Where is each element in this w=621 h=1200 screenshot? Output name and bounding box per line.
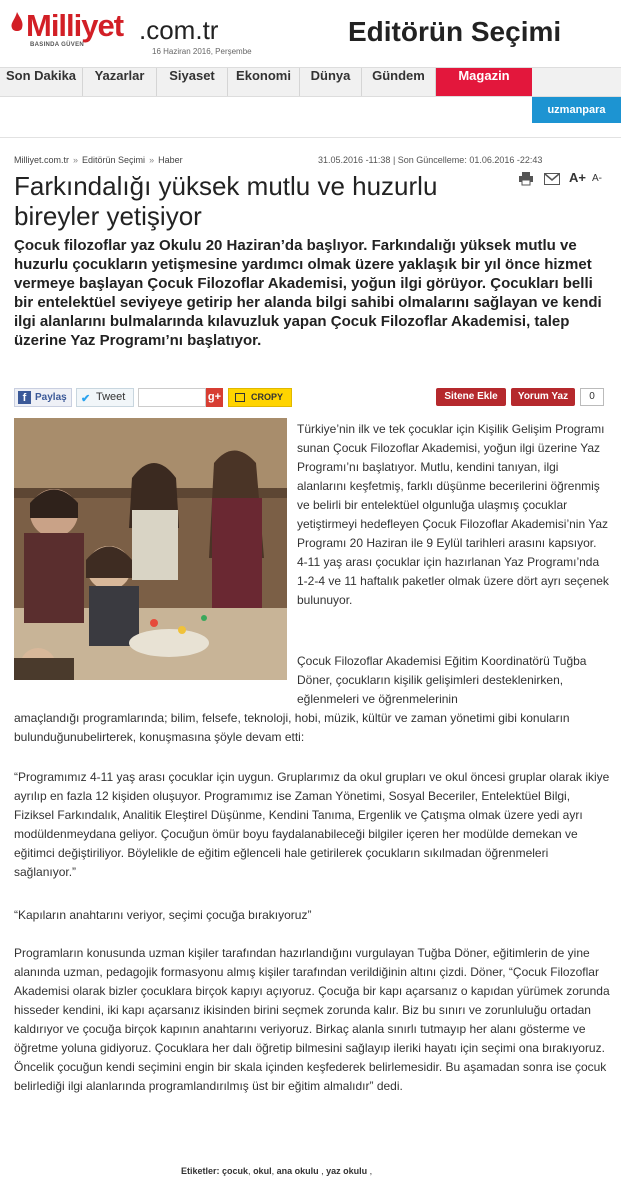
- updated-time: -22:43: [516, 155, 543, 165]
- article-paragraph: “Programımız 4-11 yaş arası çocuklar için uygun. Gruplarımız da okul grupları ve okul öncesi gruplar olarak ikiye ayrılıp en fazla 12 kişiden oluşuyor. Programımız ise Zaman Yönetimi, Sosyal Beceriler, Entelektüel Bilgi, Fiziksel Farkındalık, Analitik Eleştirel Düşünme, Kendini Tanıma, Ergenlik ve Çatışma olmak üzere yedi ayrı modüldenmeydana geliyor. Çocuğun ömür boyu faydalanabileceği bilgiler içeren her modülde demekan ve eğitimci değiştiriliyor. Böylelikle de eğitim eğlenceli hale getirilerek çocukların sıkılmadan öğrenmeleri sağlanıyor.”: [14, 770, 610, 879]
- section-title: Editörün Seçimi: [348, 16, 562, 47]
- gplus-count: [138, 388, 206, 407]
- tags-label: Etiketler:: [181, 1166, 220, 1176]
- site-header: [0, 0, 621, 66]
- article-paragraph: amaçlandığı programlarında; bilim, felsefe, teknoloji, hobi, müzik, kültür ve zaman yönetimi gibi konuların bulunduğunubelirterek, konuşmasına şöyle devam etti:: [14, 711, 570, 744]
- divider: [0, 137, 621, 138]
- tag-link[interactable]: yaz okulu: [326, 1166, 368, 1176]
- breadcrumb-home[interactable]: Milliyet.com.tr: [14, 155, 70, 165]
- article-meta: [318, 155, 542, 165]
- twitter-icon: ✔: [81, 393, 91, 405]
- published-date: 31.05.2016: [318, 155, 364, 165]
- nav-item-magazin[interactable]: Magazin: [436, 68, 532, 96]
- article-paragraph: Türkiye’nin ilk ve tek çocuklar için Kişilik Gelişim Programı sunan Çocuk Filozoflar Akademisi, yoğun ilgi üzerine Yaz Programı’nı başlatıyor. Mutlu, kendini tanıyan, ilgi alanlarını keşfetmiş, farklı düşünme becerilerini öğrenmiş ve belirli bir entelektüel olgunluğa ulaşmış çocuklar yetiştirmeyi hedefleyen Çocuk Filozoflar Akademisi’nin Yaz Programı 20 Haziran ile 9 Eylül tarihleri arasını kapsıyor. 4-11 yaş arası çocuklar için hazırlanan Yaz Programı’nda 1-2-4 ve 11 haftalık paketler olmak üzere dört ayrı seçenek bulunuyor.: [297, 422, 609, 607]
- brand-domain: .com.tr: [139, 15, 219, 45]
- published-time: -11:38: [365, 155, 391, 165]
- gplus-button[interactable]: g+: [206, 388, 223, 407]
- font-increase-button[interactable]: A+: [569, 170, 586, 185]
- uzmanpara-link[interactable]: uzmanpara: [532, 97, 621, 123]
- nav-item-siyaset[interactable]: Siyaset: [157, 68, 228, 96]
- breadcrumb-current[interactable]: Haber: [158, 155, 183, 165]
- nav-item-son-dakika[interactable]: Son Dakika: [0, 68, 83, 96]
- share-bar: [14, 388, 610, 408]
- facebook-icon: f: [18, 391, 31, 404]
- crop-icon: [235, 393, 245, 402]
- tag-link[interactable]: çocuk: [222, 1166, 249, 1176]
- article-photo: [14, 418, 287, 680]
- nav-item-dunya[interactable]: Dünya: [300, 68, 362, 96]
- facebook-share-label: Paylaş: [35, 392, 67, 403]
- header-date: 16 Haziran 2016, Perşembe: [152, 47, 252, 56]
- tweet-button[interactable]: [76, 388, 134, 407]
- nav-item-yazarlar[interactable]: Yazarlar: [83, 68, 157, 96]
- breadcrumb-separator: »: [149, 155, 155, 165]
- flame-logo-icon: [10, 12, 24, 34]
- updated-label: | Son Güncelleme:: [392, 155, 467, 165]
- article-subheading: “Kapıların anahtarını veriyor, seçimi çocuğa bırakıyoruz”: [14, 908, 312, 922]
- breadcrumb: [14, 155, 183, 165]
- article-paragraph: Programların konusunda uzman kişiler tarafından hazırlandığını vurgulayan Tuğba Döner, eğitimlerin de yine alanında uzman, pedagojik formasyonu almış kişiler tarafından verildiğinin altını çizdi. Döner, “Çocuk Filozoflar Akademisi olarak bizler çocuklara birçok kapıyı açıyoruz. Çocuğa bir kapı açarsanız o kapıdan yürümek zorunda hisseder kendini, iki kapı açarsanız ikisinden birini seçmek zorunda kalır. Biz bu sınırı ve zorunluluğu ortadan kaldırıyor ve çocuğa birçok kapının anahtarını veriyoruz. Birkaç alanla sınırlı tutmayıp her alanı gösterme ve öğretme yoluna gidiyoruz. Çocuklara her dalı öğretip bilmesini sağlayıp ileriki hayatı için seçimi ona bırakıyoruz. Öncelik çocuğun kendi seçimini engin bir skala içinden keşfederek belirlemesidir. Bu aşamadan sonra ise çocuk belirlediği ilgi alanlarında programlandırılmış üst bir eğitim almalıdır” dedi.: [14, 946, 610, 1093]
- facebook-share-button[interactable]: [14, 388, 72, 407]
- brand-name: Milliyet: [26, 8, 124, 43]
- article-lead: Çocuk filozoflar yaz Okulu 20 Haziran’da başlıyor. Farkındalığı yüksek mutlu ve huzurlu çocukların yetişmesine yardımcı olmak üzere yaklaşık bir yıl önce hizmet vermeye başlayan Çocuk Filozoflar Akademisi, yoğun ilgi görüyor. Çocukları belli bir entelektüel seviyeye getirip her alanda bilgi sahibi olmalarını sağlayan ve kendi ilgi alanlarını bulmalarında kılavuzluk yapan Çocuk Filozoflar Akademisi, talep üzerine Yaz Programı’nı başlatıyor.: [14, 237, 602, 349]
- tag-link[interactable]: ana okulu: [276, 1166, 319, 1176]
- nav-item-gundem[interactable]: Gündem: [362, 68, 436, 96]
- children-photo-illustration: [14, 418, 287, 680]
- email-icon[interactable]: [544, 172, 560, 190]
- breadcrumb-separator: »: [73, 155, 79, 165]
- breadcrumb-section[interactable]: Editörün Seçimi: [82, 155, 146, 165]
- tags: Etiketler: çocuk, okul, ana okulu , yaz okulu ,: [181, 1166, 373, 1176]
- font-decrease-button[interactable]: A-: [592, 173, 602, 184]
- tag-link[interactable]: okul: [253, 1166, 272, 1176]
- print-icon[interactable]: [518, 172, 534, 191]
- embed-site-button[interactable]: Sitene Ekle: [436, 388, 506, 406]
- write-comment-button[interactable]: Yorum Yaz: [511, 388, 575, 406]
- cropy-label: CROPY: [251, 392, 284, 402]
- milliyet-logo[interactable]: [8, 8, 258, 60]
- article-paragraph: Çocuk Filozoflar Akademisi Eğitim Koordinatörü Tuğba Döner, çocukların kişilik gelişimleri desteklenirken, eğlenmeleri ve öğrenmelerinin: [297, 654, 587, 706]
- article-title: Farkındalığı yüksek mutlu ve huzurlu bireyler yetişiyor: [14, 171, 438, 231]
- nav-item-ekonomi[interactable]: Ekonomi: [228, 68, 300, 96]
- updated-date: 01.06.2016: [469, 155, 515, 165]
- main-nav: [0, 67, 621, 97]
- cropy-button[interactable]: [228, 388, 292, 407]
- brand-slogan: BASINDA GÜVEN: [30, 42, 85, 48]
- comment-count: 0: [580, 388, 604, 406]
- tweet-label: Tweet: [96, 391, 126, 403]
